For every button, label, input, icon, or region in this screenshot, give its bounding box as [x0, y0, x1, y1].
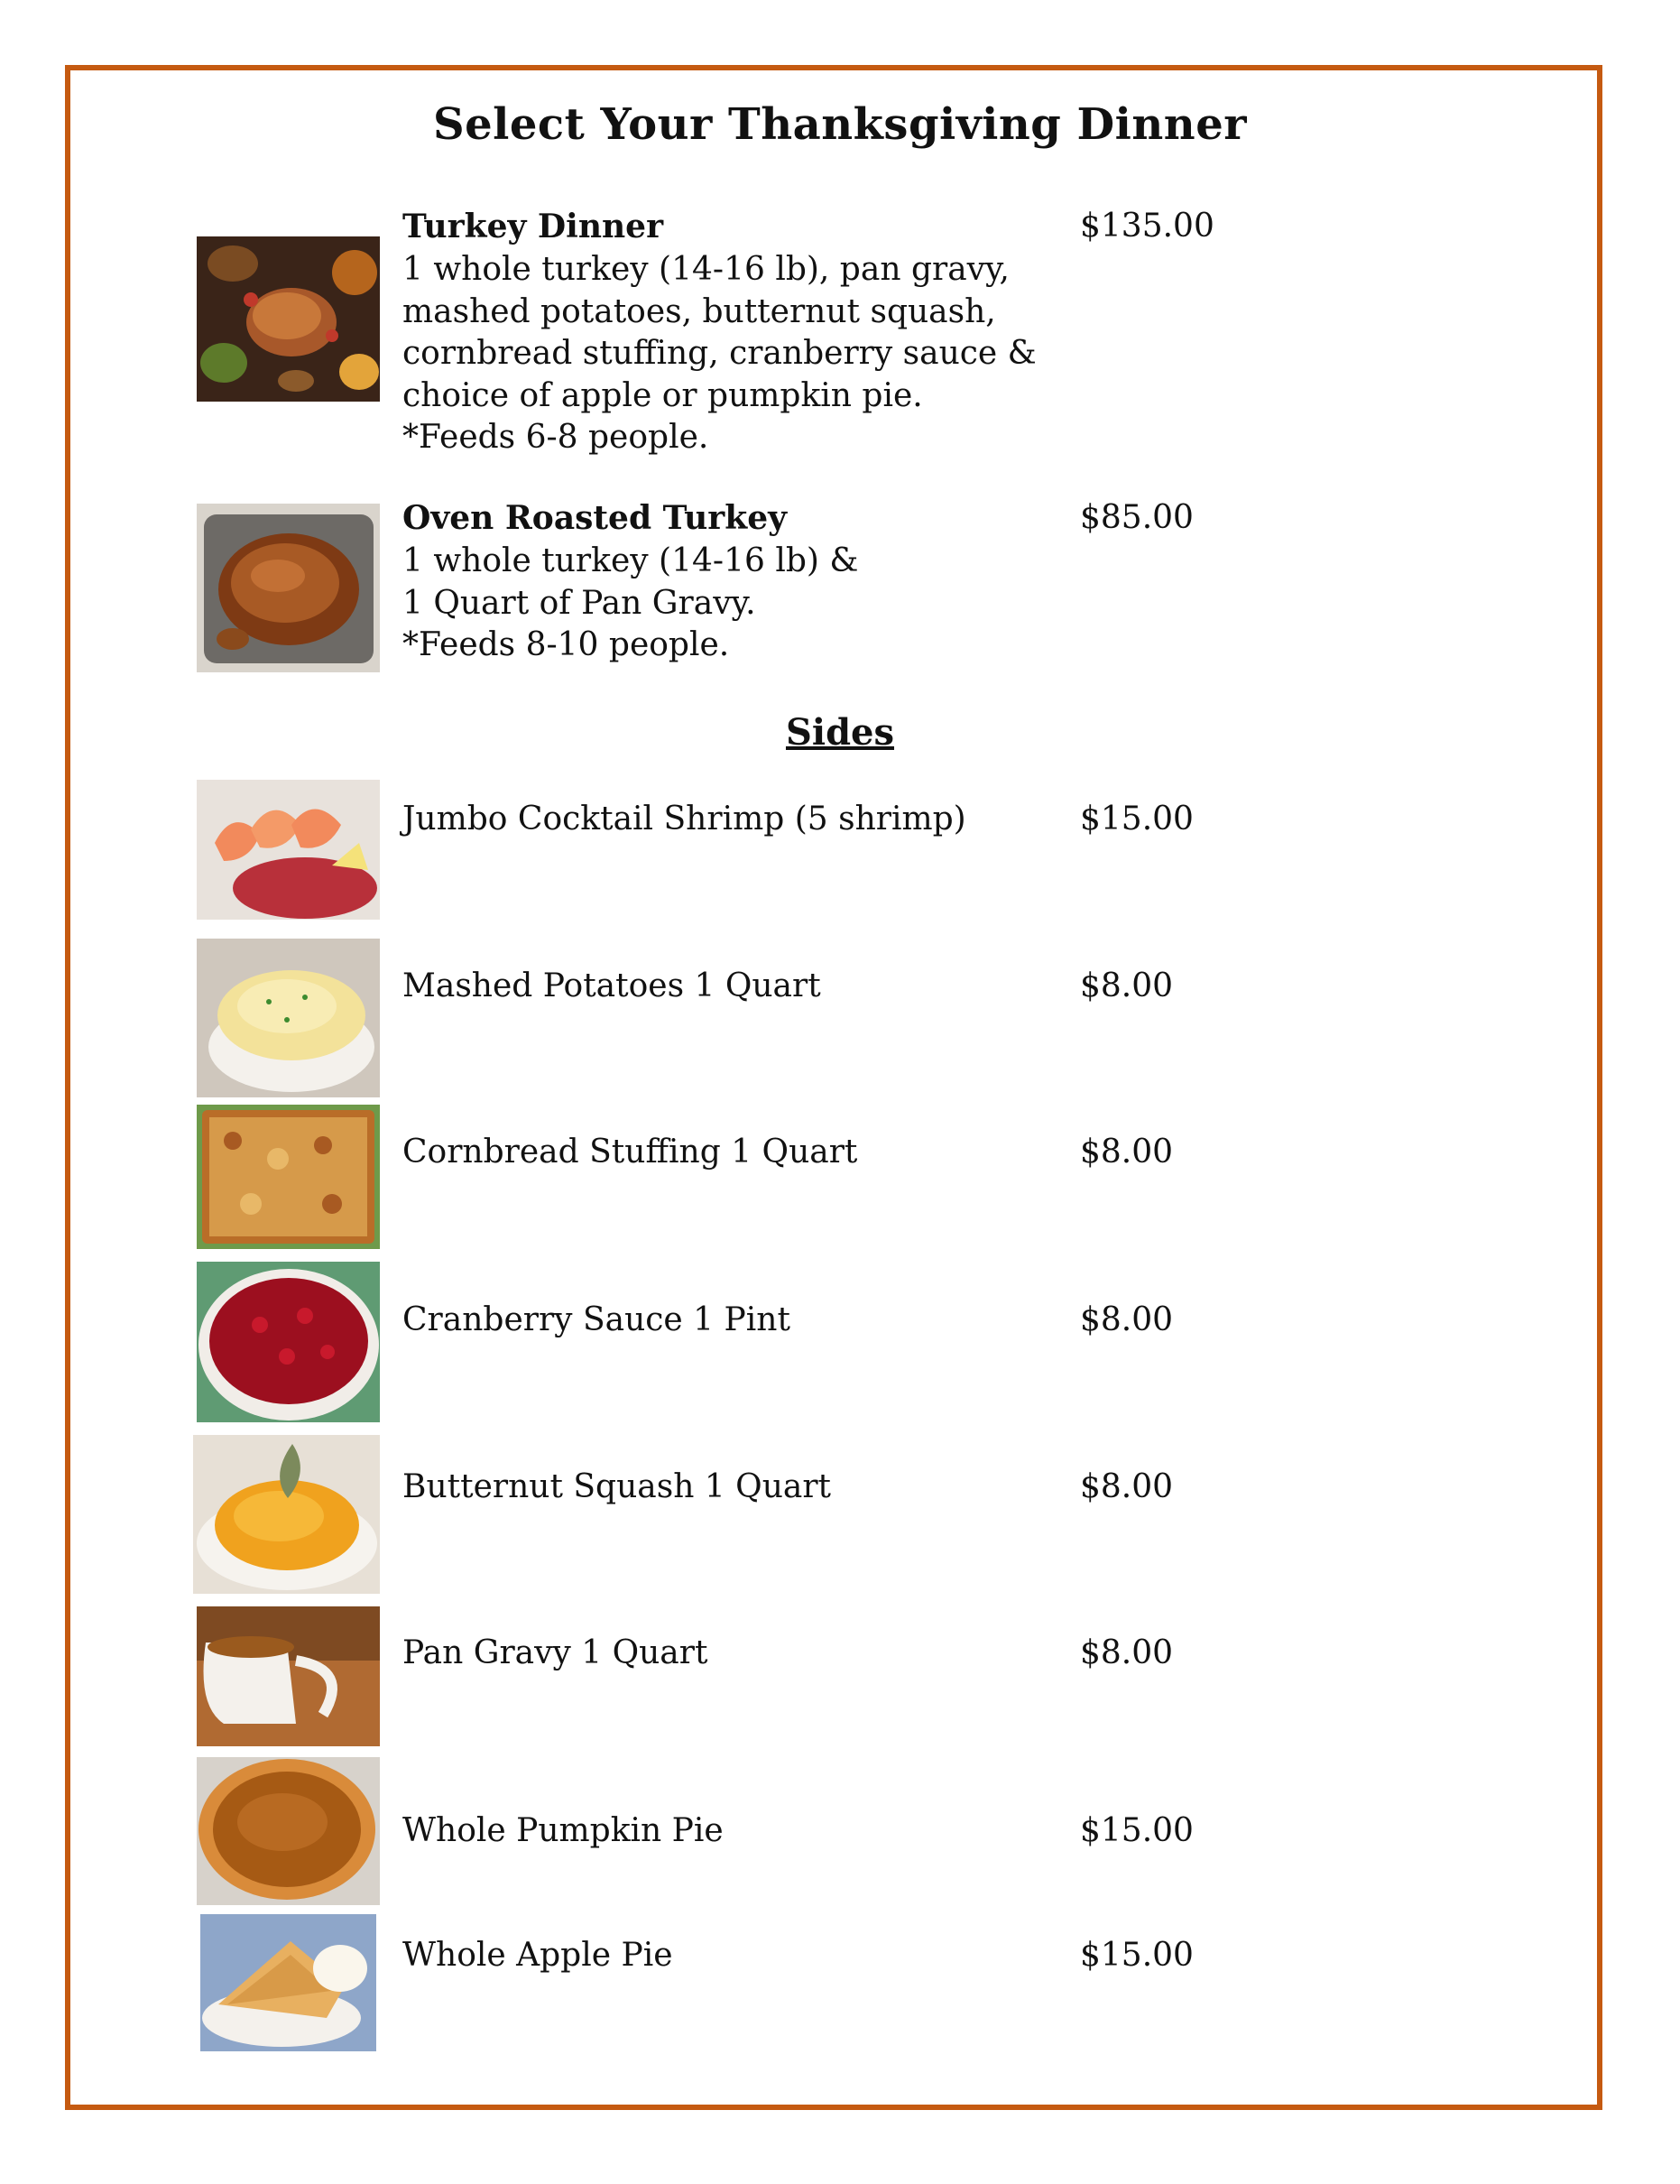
dinner-description	[402, 541, 858, 667]
side-price: $15.00	[1080, 800, 1194, 838]
side-label: Whole Pumpkin Pie	[402, 1812, 724, 1849]
pan-gravy-photo	[197, 1606, 380, 1746]
side-price: $8.00	[1080, 967, 1174, 1004]
dinner-description	[402, 249, 1037, 459]
dinner-price: $85.00	[1080, 499, 1194, 536]
description-line: cornbread stuffing, cranberry sauce &	[402, 335, 1037, 372]
description-line: *Feeds 8-10 people.	[402, 626, 730, 663]
roasted-turkey-photo	[197, 504, 380, 672]
side-label: Whole Apple Pie	[402, 1937, 673, 1974]
side-price: $15.00	[1080, 1937, 1194, 1974]
apple-pie-photo	[200, 1914, 376, 2051]
shrimp-photo	[197, 780, 380, 920]
side-price: $8.00	[1080, 1134, 1174, 1171]
description-line: *Feeds 6-8 people.	[402, 419, 709, 456]
sides-heading: Sides	[785, 711, 895, 754]
dinner-price: $135.00	[1080, 208, 1214, 245]
description-line: choice of apple or pumpkin pie.	[402, 376, 923, 414]
description-line: mashed potatoes, butternut squash,	[402, 292, 996, 330]
side-price: $8.00	[1080, 1468, 1174, 1505]
side-label: Butternut Squash 1 Quart	[402, 1468, 832, 1505]
description-line: 1 Quart of Pan Gravy.	[402, 584, 756, 622]
butternut-squash-photo	[193, 1435, 380, 1594]
dinner-name: Turkey Dinner	[402, 208, 664, 245]
side-label: Cornbread Stuffing 1 Quart	[402, 1134, 858, 1171]
side-price: $8.00	[1080, 1301, 1174, 1338]
cornbread-stuffing-photo	[197, 1105, 380, 1249]
side-price: $15.00	[1080, 1812, 1194, 1849]
side-label: Pan Gravy 1 Quart	[402, 1634, 708, 1671]
side-price: $8.00	[1080, 1634, 1174, 1671]
page-title: Select Your Thanksgiving Dinner	[432, 99, 1248, 150]
side-label: Mashed Potatoes 1 Quart	[402, 967, 821, 1004]
mashed-potatoes-photo	[197, 939, 380, 1097]
turkey-dinner-photo	[197, 236, 380, 402]
pumpkin-pie-photo	[197, 1757, 380, 1905]
description-line: 1 whole turkey (14-16 lb), pan gravy,	[402, 251, 1010, 288]
side-label: Jumbo Cocktail Shrimp (5 shrimp)	[402, 800, 966, 838]
description-line: 1 whole turkey (14-16 lb) &	[402, 542, 859, 579]
cranberry-sauce-photo	[197, 1262, 380, 1422]
dinner-name: Oven Roasted Turkey	[402, 499, 788, 537]
side-label: Cranberry Sauce 1 Pint	[402, 1301, 790, 1338]
